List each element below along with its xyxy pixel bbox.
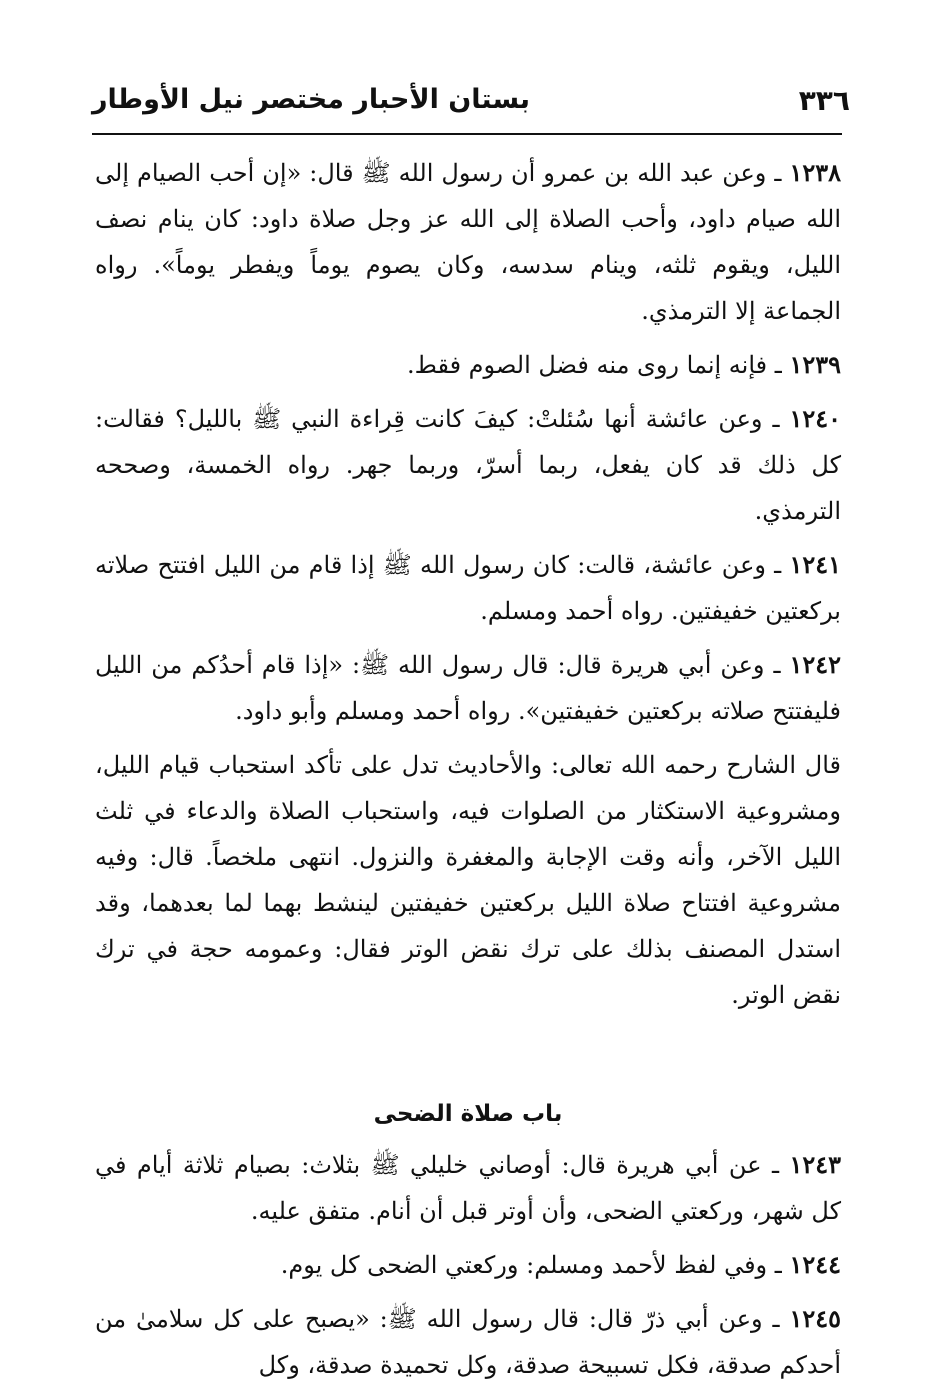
- page-number: ٣٣٦: [798, 84, 850, 117]
- hadith-number: ١٢٤٤: [789, 1250, 841, 1279]
- book-title: بستان الأحبار مختصر نيل الأوطار: [92, 84, 531, 115]
- hadith-text: ـ عن أبي هريرة قال: أوصاني خليلي ﷺ بثلاث: بصيام ثلاثة أيام في كل شهر، وركعتي الضحى، وأن أوتر قبل أن أنام. متفق عليه.: [95, 1151, 841, 1225]
- hadith-1245: [95, 1296, 841, 1388]
- page-header: [92, 78, 850, 130]
- hadith-1244: [95, 1242, 841, 1288]
- hadith-1238: [95, 150, 841, 334]
- hadith-1241: [95, 542, 841, 634]
- hadith-number: ١٢٤١: [789, 550, 841, 579]
- hadith-number: ١٢٤٢: [789, 650, 841, 679]
- hadith-text: ـ وفي لفظ لأحمد ومسلم: وركعتي الضحى كل يوم.: [280, 1251, 790, 1279]
- hadith-text: ـ وعن عبد الله بن عمرو أن رسول الله ﷺ قال: «إن أحب الصيام إلى الله صيام داود، وأحب الصلاة إلى الله عز وجل صلاة داود: كان ينام نصف الليل، ويقوم ثلثه، وينام سدسه، وكان يصوم يوماً ويفطر يوماً». رواه الجماعة إلا الترمذي.: [95, 159, 841, 325]
- hadith-1239: [95, 342, 841, 388]
- hadith-text: ـ وعن عائشة، قالت: كان رسول الله ﷺ إذا قام من الليل افتتح صلاته بركعتين خفيفتين. رواه أحمد ومسلم.: [95, 551, 841, 625]
- hadith-1240: [95, 396, 841, 534]
- hadith-number: ١٢٤٥: [789, 1304, 841, 1333]
- hadith-number: ١٢٤٠: [789, 404, 841, 433]
- hadith-1243: [95, 1142, 841, 1234]
- section-spacer: [95, 1026, 841, 1092]
- commentary-text: قال الشارح رحمه الله تعالى: والأحاديث تدل على تأكد استحباب قيام الليل، ومشروعية الاستكثار من الصلوات فيه، واستحباب الصلاة والدعاء في ثلث الليل الآخر، وأنه وقت الإجابة والمغفرة والنزول. انتهى ملخصاً. قال: وفيه مشروعية افتتاح صلاة الليل بركعتين خفيفتين لينشط بهما لما بعدهما، وقد استدل المصنف بذلك على ترك نقض الوتر فقال: وعمومه حجة في ترك نقض الوتر.: [95, 751, 841, 1009]
- hadith-1242: [95, 642, 841, 734]
- hadith-text: ـ وعن أبي ذرّ قال: قال رسول الله ﷺ: «يصبح على كل سلامىٰ من أحدكم صدقة، فكل تسبيحة صدقة، وكل تحميدة صدقة، وكل: [95, 1305, 841, 1379]
- chapter-title: باب صلاة الضحى: [373, 1101, 563, 1127]
- hadith-number: ١٢٤٣: [789, 1150, 841, 1179]
- header-divider: [92, 133, 842, 135]
- page-body: [95, 150, 841, 1396]
- hadith-text: ـ فإنه إنما روى منه فضل الصوم فقط.: [407, 351, 790, 379]
- hadith-text: ـ وعن أبي هريرة قال: قال رسول الله ﷺ: «إذا قام أحدُكم من الليل فليفتتح صلاته بركعتين خفيفتين». رواه أحمد ومسلم وأبو داود.: [95, 651, 841, 725]
- commentary-paragraph: [95, 742, 841, 1018]
- hadith-number: ١٢٣٩: [789, 350, 841, 379]
- hadith-number: ١٢٣٨: [789, 158, 841, 187]
- hadith-text: ـ وعن عائشة أنها سُئلتْ: كيفَ كانت قِراءة النبي ﷺ بالليل؟ فقالت: كل ذلك قد كان يفعل، ربما أسرّ، وربما جهر. رواه الخمسة، وصححه الترمذي.: [95, 405, 841, 525]
